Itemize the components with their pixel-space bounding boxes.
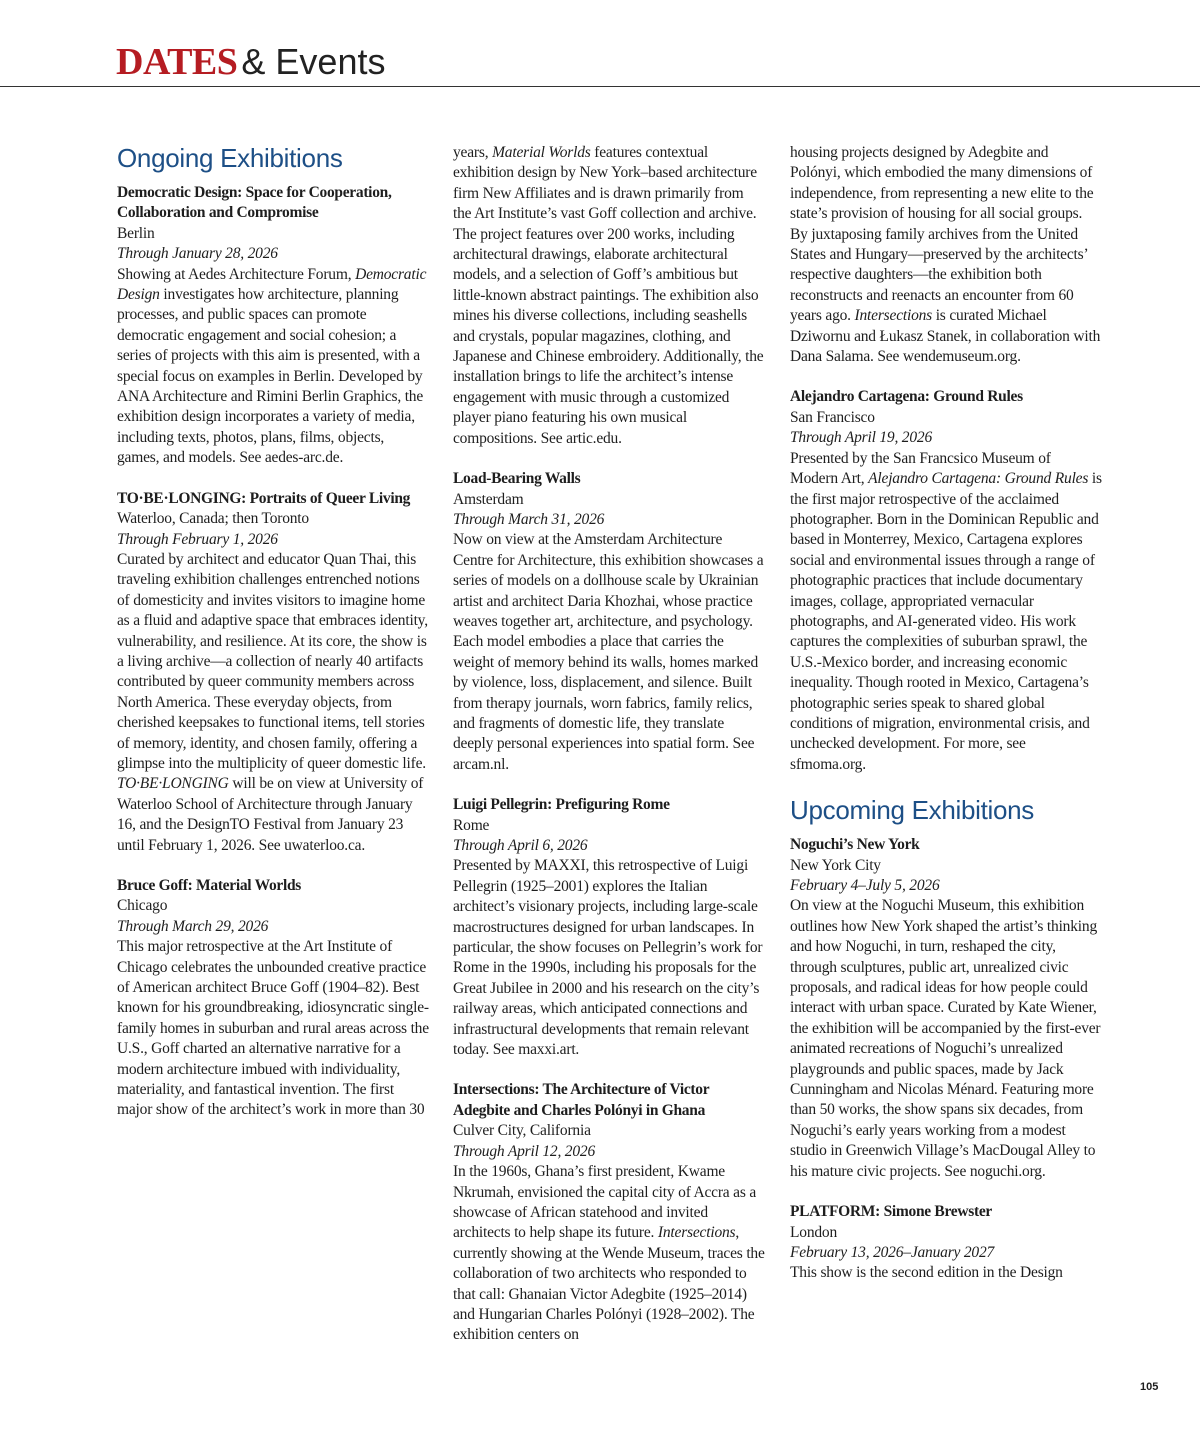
exhibition-entry [453,469,765,775]
exhibition-title: Democratic Design: Space for Cooperation, Collaboration and Compromise [117,184,392,222]
exhibition-entry [790,387,1102,775]
exhibition-dates: February 4–July 5, 2026 [790,877,940,894]
exhibition-entry [117,489,429,856]
title-events: & Events [241,41,386,82]
exhibition-location: London [790,1223,838,1241]
exhibition-title: PLATFORM: Simone Brewster [790,1203,993,1221]
exhibition-description: Curated by architect and educator Quan Thai, this traveling exhibition challenges entrenched notions of domesticity and invites visitors to imagine home as a fluid and adaptive space that embraces identity, vulnerability, and resilience. At its core, the show is a living archive—a collection of nearly 40 artifacts contributed by queer community members across North America. These everyday objects, from cherished keepsakes to functional items, tell stories of memory, identity, and chosen family, offering a glimpse into the multiplicity of queer domestic life. TO·BE·LONGING will be on view at University of Waterloo School of Architecture through January 16, and the DesignTO Festival from January 23 until February 1, 2026. See uwaterloo.ca. [117,550,428,854]
exhibition-title: TO·BE·LONGING: Portraits of Queer Living [117,489,411,507]
exhibition-entry-continued [790,143,1102,367]
page-number: 105 [1140,1381,1159,1393]
exhibition-entry-continued [453,143,765,449]
exhibition-location: Berlin [117,224,155,242]
exhibition-description-continued: housing projects designed by Adegbite and Polónyi, which embodied the many dimensions of independence, from representing a new elite to the state’s provision of housing for all social groups. By juxtaposing family archives from the United States and Hungary—preserved by the architects’ respective daughters—the exhibition both reconstructs and reenacts an encounter from 60 years ago. Intersections is curated Michael Dziwornu and Łukasz Stanek, in collaboration with Dana Salama. See wendemuseum.org. [790,144,1101,366]
exhibition-location: San Francisco [790,408,875,426]
exhibition-description: Now on view at the Amsterdam Architecture Centre for Architecture, this exhibition showcases a series of models on a dollhouse scale by Ukrainian artist and architect Daria Khozhai, whose practice weaves together art, architecture, and psychology. Each model embodies a place that carries the weight of memory behind its walls, homes marked by violence, loss, displacement, and silence. Built from therapy journals, worn fabrics, family relics, and fragments of domestic life, they translate deeply personal experiences into spatial form. See arcam.nl. [453,531,764,773]
title-dates: DATES [116,41,238,83]
exhibition-dates: Through April 6, 2026 [453,837,588,854]
exhibition-location: New York City [790,856,881,874]
exhibition-dates: Through March 29, 2026 [117,917,269,935]
exhibition-location: Waterloo, Canada; then Toronto [117,510,309,528]
page-title [116,38,385,86]
exhibition-description: Showing at Aedes Architecture Forum, Democratic Design investigates how architecture, planning processes, and public spaces can promote democratic engagement and social cohesion; a series of projects with this aim is presented, with a special focus on examples in Berlin. Developed by ANA Architecture and Rimini Berlin Graphics, the exhibition design incorporates a variety of media, including texts, photos, plans, films, objects, games, and models. See aedes-arc.de. [117,265,427,467]
exhibition-dates: Through February 1, 2026 [117,530,278,548]
column-1 [117,143,429,1141]
exhibition-dates: Through January 28, 2026 [117,245,278,263]
exhibition-location: Amsterdam [453,490,524,508]
exhibition-entry [790,835,1102,1182]
exhibition-location: Rome [453,816,490,834]
upcoming-heading: Upcoming Exhibitions [790,795,1035,826]
exhibition-entry [790,1202,1102,1284]
exhibition-title: Intersections: The Architecture of Victor Adegbite and Charles Polónyi in Ghana [453,1081,710,1119]
page-header [0,38,1200,87]
exhibition-title: Noguchi’s New York [790,836,920,854]
column-3 [790,143,1102,1304]
exhibition-title: Alejandro Cartagena: Ground Rules [790,388,1023,406]
exhibition-dates: Through April 12, 2026 [453,1142,596,1160]
exhibition-location: Chicago [117,897,168,915]
exhibition-description: Presented by the San Francsico Museum of Modern Art, Alejandro Cartagena: Ground Rules is the first major retrospective of the acclaimed photographer. Born in the Dominican Republic and based in Monterrey, Mexico, Cartagena explores social and environmental issues through a range of photographic practices that include documentary images, collage, appropriated vernacular photographs, and AI-generated video. His work captures the complexities of suburban sprawl, the U.S.-Mexico border, and increasing economic inequality. Though rooted in Mexico, Cartagena’s photographic series speak to shared global conditions of migration, environmental crisis, and unchecked development. For more, see sfmoma.org. [790,449,1102,773]
exhibition-description: This show is the second edition in the Design [790,1264,1063,1282]
exhibition-dates: February 13, 2026–January 2027 [790,1243,995,1261]
exhibition-description: Presented by MAXXI, this retrospective of Luigi Pellegrin (1925–2001) explores the Italian architect’s visionary projects, including large-scale macrostructures designed for urban landscapes. In particular, the show focuses on Pellegrin’s work for Rome in the 1990s, including his proposals for the Great Jubilee in 2000 and his research on the city’s railway areas, which anticipated connections and infrastructural developments that remain relevant today. See maxxi.art. [453,857,763,1059]
exhibition-entry [117,876,429,1121]
exhibition-description: In the 1960s, Ghana’s first president, Kwame Nkrumah, envisioned the capital city of Accra as a showcase of African statehood and invited architects to help shape its future. Intersections, currently showing at the Wende Museum, traces the collaboration of two architects who responded to that call: Ghanaian Victor Adegbite (1925–2014) and Hungarian Charles Polónyi (1928–2002). The exhibition centers on [453,1163,765,1344]
exhibition-title: Luigi Pellegrin: Prefiguring Rome [453,796,670,814]
exhibition-entry [453,1080,765,1345]
exhibition-location: Culver City, California [453,1122,591,1140]
exhibition-description: On view at the Noguchi Museum, this exhibition outlines how New York shaped the artist’s thinking and how Noguchi, in turn, reshaped the city, through sculptures, public art, unrealized civic proposals, and radical ideas for how people could interact with urban space. Curated by Kate Wiener, the exhibition will be accompanied by the first-ever animated recreations of Noguchi’s unrealized playgrounds and public spaces, made by Jack Cunningham and Nicolas Ménard. Featuring more than 50 works, the show spans six decades, from Noguchi’s early years working from a modest studio in Greenwich Village’s MacDougal Alley to his mature civic projects. See noguchi.org. [790,897,1101,1180]
exhibition-description: This major retrospective at the Art Institute of Chicago celebrates the unbounded creative practice of American architect Bruce Goff (1904–82). Best known for his groundbreaking, idiosyncratic single-family homes in suburban and rural areas across the U.S., Goff charted an alternative narrative for a modern architecture imbued with individuality, materiality, and fantastical invention. The first major show of the architect’s work in more than 30 [117,938,429,1119]
ongoing-heading: Ongoing Exhibitions [117,143,343,173]
exhibition-description-continued: years, Material Worlds features contextual exhibition design by New York–based architecture firm New Affiliates and is drawn primarily from the Art Institute’s vast Goff collection and archive. The project features over 200 works, including architectural drawings, elaborate architectural models, and a selection of Goff’s ambitious but little-known abstract paintings. The exhibition also mines his diverse collections, including seashells and crystals, popular magazines, clothing, and Japanese and Chinese embroidery. Additionally, the installation brings to life the architect’s intense engagement with music through a customized player piano featuring his own musical compositions. See artic.edu. [453,144,764,447]
column-2 [453,143,765,1366]
exhibition-title: Load-Bearing Walls [453,470,581,488]
exhibition-dates: Through March 31, 2026 [453,510,605,528]
exhibition-entry [117,183,429,469]
exhibition-title: Bruce Goff: Material Worlds [117,877,302,894]
exhibition-dates: Through April 19, 2026 [790,429,933,447]
exhibition-entry [453,795,765,1060]
